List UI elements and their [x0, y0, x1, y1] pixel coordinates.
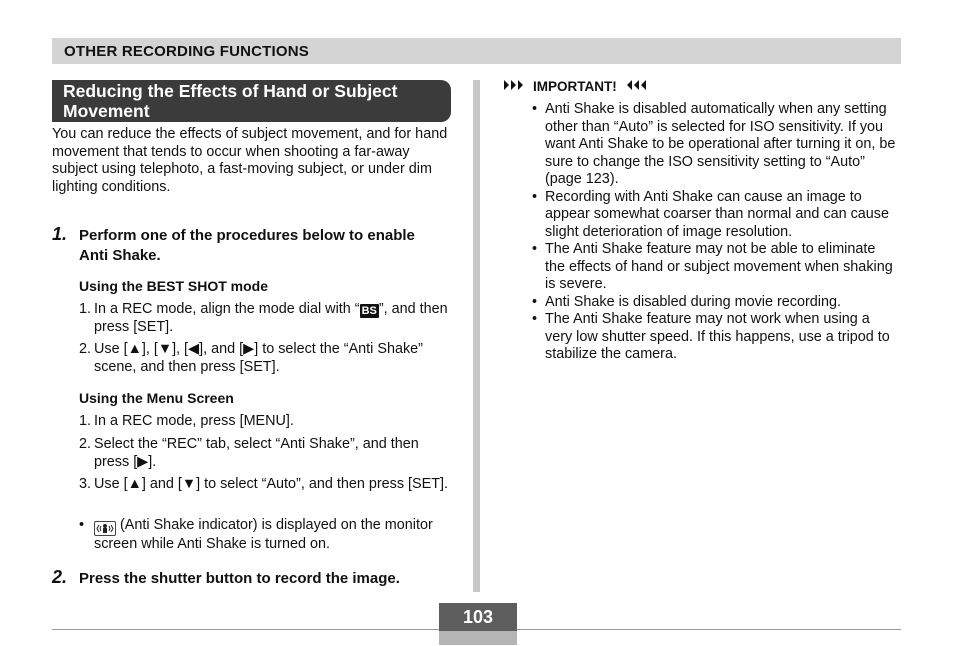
- list-item: [532, 189, 897, 242]
- page-number-badge: [439, 603, 517, 645]
- list-item-text: The Anti Shake feature may not work when using a very low shutter speed. If this happens, use a tripod to stabilize the camera.: [545, 311, 890, 362]
- list-item: [532, 294, 897, 312]
- item-text-pre: In a REC mode, align the mode dial with “: [94, 301, 360, 317]
- bullet-dot: •: [532, 293, 538, 310]
- important-list: [532, 101, 897, 364]
- best-shot-item-1: [79, 301, 449, 336]
- decorative-marks-icon: [503, 79, 525, 94]
- bullet-dot: •: [79, 517, 85, 533]
- menu-item-2: [79, 436, 449, 471]
- page-number: 103: [439, 603, 517, 631]
- item-text: In a REC mode, press [MENU].: [94, 413, 294, 429]
- bullet-dot: •: [532, 101, 538, 117]
- item-number: 2.: [79, 436, 92, 452]
- header-bar: [52, 38, 901, 64]
- important-label: IMPORTANT!: [533, 79, 617, 94]
- list-item-text: Recording with Anti Shake can cause an image to appear somewhat coarser than normal and can cause slight deterioration of image resolution.: [545, 188, 889, 240]
- step-1-number: 1.: [52, 224, 68, 244]
- bullet-dot: •: [532, 188, 538, 205]
- menu-bullet: [79, 517, 449, 554]
- item-number: 2.: [79, 341, 92, 357]
- list-item-text: Anti Shake is disabled during movie recording.: [545, 293, 841, 310]
- column-divider: [473, 80, 480, 592]
- menu-screen-heading: Using the Menu Screen: [79, 390, 234, 406]
- menu-item-1: [79, 413, 449, 431]
- item-number: 1.: [79, 413, 92, 429]
- header-title: OTHER RECORDING FUNCTIONS: [64, 43, 309, 60]
- best-shot-item-2: [79, 341, 449, 376]
- item-number: 3.: [79, 476, 92, 492]
- intro-paragraph: You can reduce the effects of subject movement, and for hand movement that tends to occur when shooting a far-away subject using telephoto, a fast-moving subject, or under dim lighting conditions.: [52, 126, 448, 195]
- important-heading: [503, 79, 647, 94]
- list-item-text: Anti Shake is disabled automatically when any setting other than “Auto” is selected for ISO sensitivity. If you want Anti Shake to be operational after turning it on, be sure to change the ISO sensitivity setting to “Auto” (page 123).: [545, 101, 896, 187]
- item-text: Use [▲], [▼], [◀], and [▶] to select the “Anti Shake” scene, and then press [SET].: [94, 341, 423, 375]
- best-shot-mode-icon: BS: [361, 305, 377, 317]
- list-item-text: The Anti Shake feature may not be able to eliminate the effects of hand or subject movement when shaking is severe.: [545, 241, 893, 292]
- decorative-marks-icon: [625, 79, 647, 94]
- item-text-post: ”, and then press [SET].: [94, 301, 448, 335]
- step-2-number: 2.: [52, 567, 68, 587]
- list-item: [532, 311, 897, 364]
- step-2-text: Press the shutter button to record the image.: [79, 570, 400, 587]
- list-item: [532, 241, 897, 294]
- item-text: Use [▲] and [▼] to select “Auto”, and then press [SET].: [94, 476, 449, 492]
- menu-item-3: [79, 476, 449, 494]
- page-badge-base: [439, 631, 517, 645]
- section-title: Reducing the Effects of Hand or Subject Movement: [52, 80, 451, 122]
- bullet-dot: •: [532, 311, 538, 327]
- step-1-text: Perform one of the procedures below to enable Anti Shake.: [79, 227, 415, 264]
- item-text: (Anti Shake indicator) is displayed on the monitor screen while Anti Shake is turned on.: [94, 517, 433, 552]
- bullet-dot: •: [532, 241, 538, 257]
- best-shot-heading: Using the BEST SHOT mode: [79, 278, 269, 294]
- anti-shake-indicator-icon: [94, 521, 116, 536]
- list-item: [532, 101, 897, 189]
- item-number: 1.: [79, 301, 92, 317]
- item-text: Select the “REC” tab, select “Anti Shake”, and then press [▶].: [94, 436, 419, 470]
